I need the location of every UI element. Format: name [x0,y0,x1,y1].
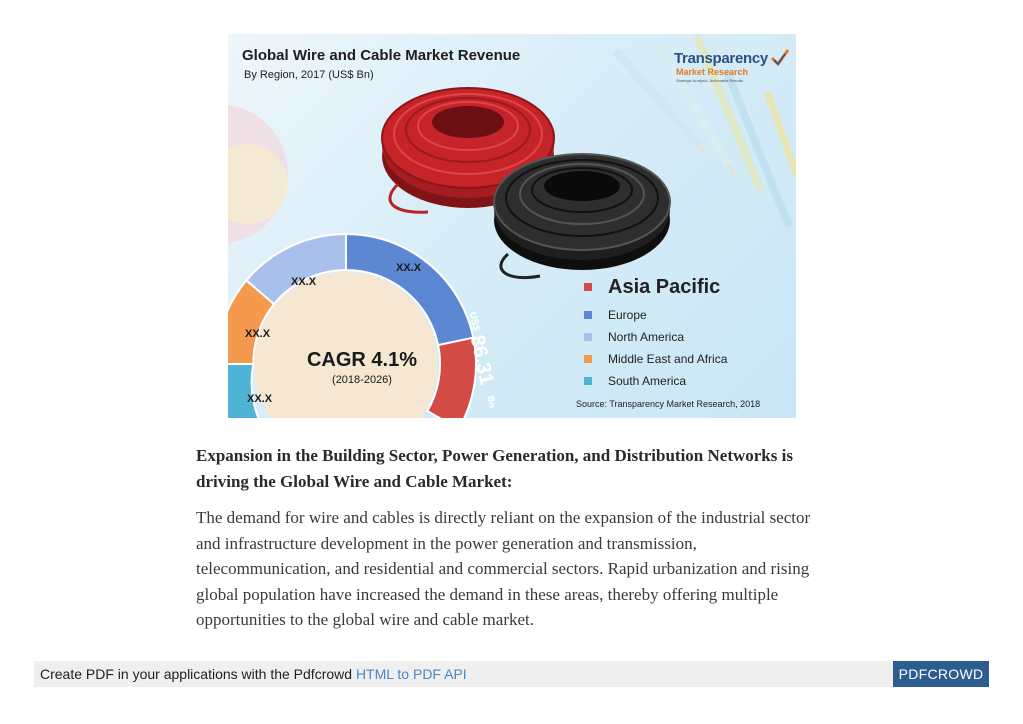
black-cable-coil [494,154,670,278]
legend-item-north-america [584,326,784,348]
legend-label: Asia Pacific [608,275,721,298]
brand-sub: Market Research [676,67,749,77]
article-body: The demand for wire and cables is directly reliant on the expansion of the industrial sector and infrastructure development in the power generation and transmission, telecommunication, and residential and commercial sectors. Rapid urbanization and rising global population have increased the demand in these areas, thereby offering multiple opportunities to the global wire and cable market. [196,508,811,629]
segment-label-europe: XX.X [396,262,422,274]
transparency-logo [674,50,784,86]
html-to-pdf-api-link[interactable]: HTML to PDF API [355,666,467,682]
footer-text: Create PDF in your applications with the Pdfcrowd [40,666,356,682]
legend-item-middle-east-africa [584,348,784,370]
infographic-source: Source: Transparency Market Research, 2018 [576,399,761,409]
legend-label: North America [608,330,685,344]
checkmark-icon [770,48,790,68]
asia-value-suffix: Bn [485,394,498,409]
infographic-subtitle: By Region, 2017 (US$ Bn) [244,69,374,81]
asia-value-prefix: US$ [466,310,482,333]
segment-label-middle-east-africa: XX.X [245,328,271,340]
pdfcrowd-brand-button[interactable]: PDFCROWD [893,661,989,687]
legend-label: Europe [608,308,647,322]
segment-label-north-america: XX.X [291,276,317,288]
brand-tagline: Strategic Analysis. Actionable Results. [676,78,744,83]
region-legend [584,272,784,392]
article-heading: Expansion in the Building Sector, Power Generation, and Distribution Networks is driving the Global Wire and Cable Market: [196,446,793,491]
infographic-title: Global Wire and Cable Market Revenue [242,47,521,64]
market-infographic [228,34,796,418]
legend-swatch [584,311,592,319]
legend-label: Middle East and Africa [608,352,728,366]
legend-label: South America [608,374,687,388]
brand-name: Transparency [674,50,768,67]
footer-text-container [40,666,467,682]
legend-item-south-america [584,370,784,392]
legend-item-europe [584,304,784,326]
legend-swatch [584,377,592,385]
legend-item-asia-pacific [584,272,784,302]
pdf-footer-bar [34,661,989,687]
legend-swatch [584,333,592,341]
cagr-period: (2018-2026) [332,374,392,386]
legend-swatch [584,283,592,291]
cagr-title: CAGR 4.1% [306,349,418,371]
legend-swatch [584,355,592,363]
segment-label-south-america: XX.X [247,393,273,405]
asia-value-number: 86.31 [465,333,498,387]
region-donut-chart [228,234,503,418]
